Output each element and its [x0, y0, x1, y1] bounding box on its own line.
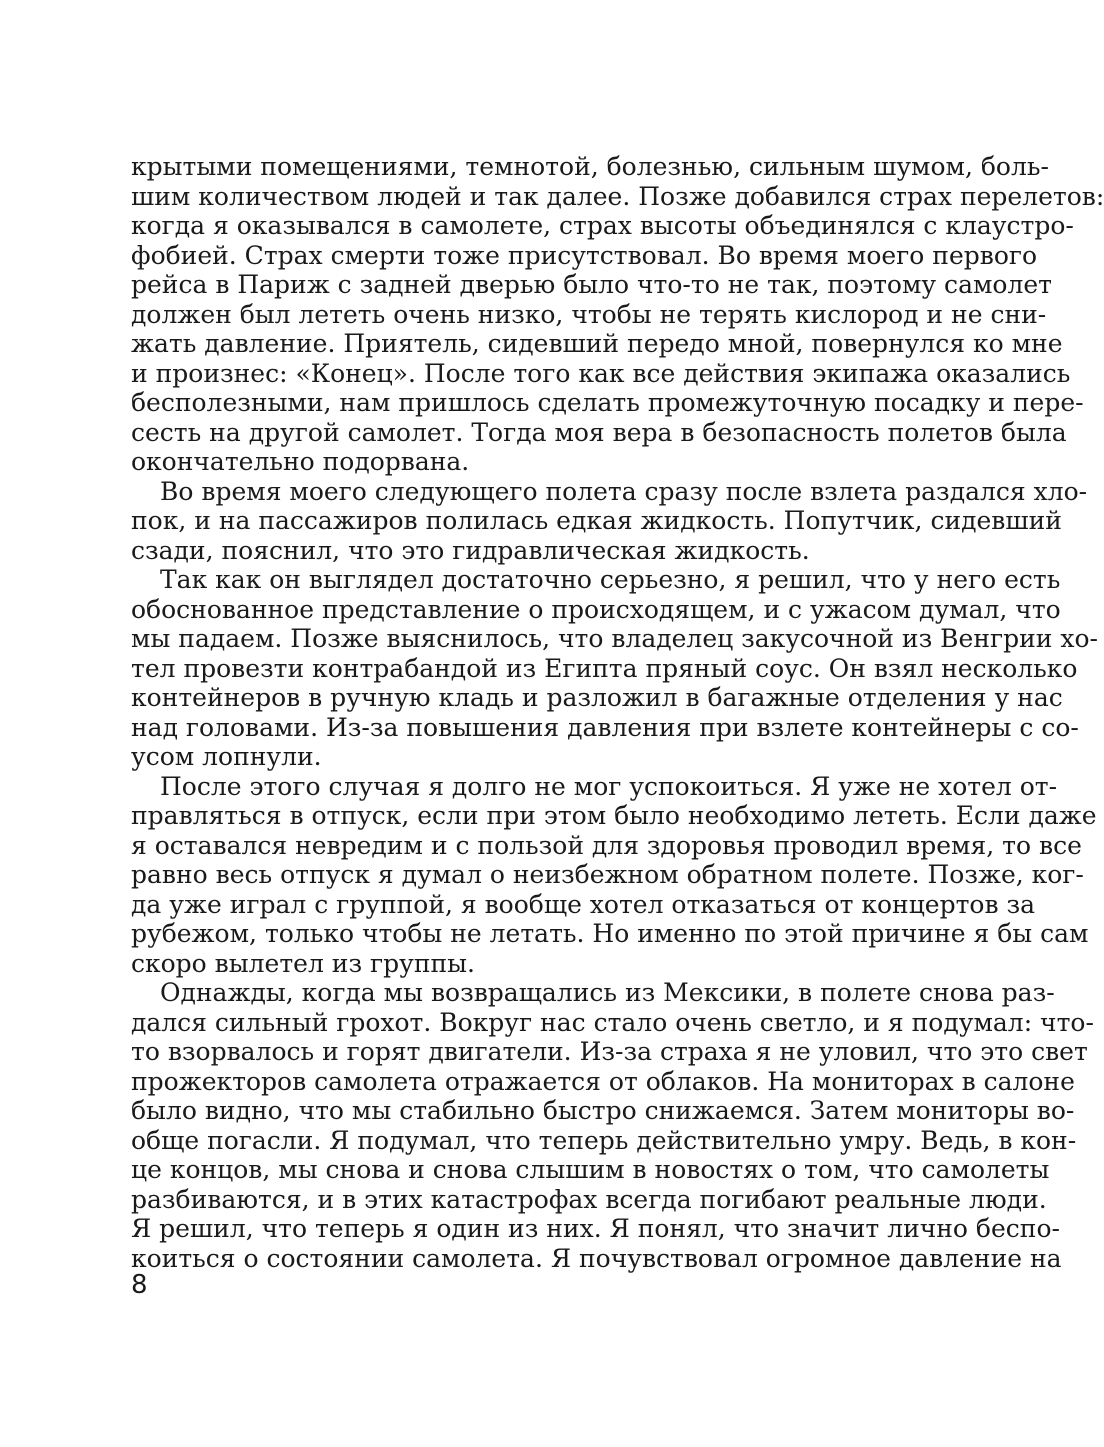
text-line: бесполезными, нам пришлось сделать промежуточную посадку и пере- — [131, 388, 1084, 417]
text-line: скоро вылетел из группы. — [131, 948, 476, 978]
text-line: сзади, пояснил, что это гидравлическая жидкость. — [131, 535, 810, 565]
text-line: прожекторов самолета отражается от облаков. На мониторах в салоне — [131, 1066, 1075, 1096]
text-line: рубежом, только чтобы не летать. Но именно по этой причине я бы сам — [131, 919, 1089, 948]
body-text — [131, 152, 1104, 1273]
text-line: было видно, что мы стабильно быстро снижаемся. Затем мониторы во- — [131, 1096, 1075, 1125]
text-line: равно весь отпуск я думал о неизбежном обратном полете. Позже, ког- — [131, 860, 1084, 889]
text-line: жать давление. Приятель, сидевший передо мной, повернулся ко мне — [131, 329, 1063, 358]
text-line: Я решил, что теперь я один из них. Я понял, что значит лично беспо- — [131, 1214, 1060, 1243]
text-line: рейса в Париж с задней дверью было что-то не так, поэтому самолет — [131, 270, 1052, 299]
text-line: усом лопнули. — [131, 742, 322, 771]
text-line: це концов, мы снова и снова слышим в новостях о том, что самолеты — [131, 1155, 1050, 1184]
text-line: должен был лететь очень низко, чтобы не терять кислород и не сни- — [131, 299, 1047, 329]
text-line: обще погасли. Я подумал, что теперь действительно умру. Ведь, в кон- — [131, 1125, 1077, 1155]
text-line: Во время моего следующего полета сразу после взлета раздался хло- — [160, 476, 1088, 506]
text-line: После этого случая я долго не мог успокоиться. Я уже не хотел от- — [160, 771, 1058, 801]
text-line: правляться в отпуск, если при этом было необходимо лететь. Если даже — [131, 801, 1097, 830]
text-line: окончательно подорвана. — [131, 447, 470, 476]
text-line: мы падаем. Позже выяснилось, что владелец закусочной из Венгрии хо- — [131, 624, 1098, 653]
text-line: дался сильный грохот. Вокруг нас стало очень светло, и я подумал: что- — [131, 1007, 1094, 1037]
text-line: когда я оказывался в самолете, страх высоты объединялся с клаустро- — [131, 211, 1074, 240]
text-line: крытыми помещениями, темнотой, болезнью, сильным шумом, боль- — [131, 152, 1049, 181]
text-line: тел провезти контрабандой из Египта пряный соус. Он взял несколько — [131, 653, 1078, 683]
text-line: сесть на другой самолет. Тогда моя вера в безопасность полетов была — [131, 417, 1067, 447]
text-line: то взорвалось и горят двигатели. Из-за страха я не уловил, что это свет — [131, 1037, 1088, 1066]
text-line: разбиваются, и в этих катастрофах всегда погибают реальные люди. — [131, 1184, 1047, 1214]
text-line: да уже играл с группой, я вообще хотел отказаться от концертов за — [131, 889, 1036, 919]
text-line: фобией. Страх смерти тоже присутствовал. Во время моего первого — [131, 240, 1038, 270]
text-line: и произнес: «Конец». После того как все действия экипажа оказались — [131, 358, 1071, 388]
text-line: над головами. Из-за повышения давления при взлете контейнеры с со- — [131, 712, 1079, 742]
text-line: обоснованное представление о происходящем, и с ужасом думал, что — [131, 594, 1061, 624]
text-line: я оставался невредим и с пользой для здоровья проводил время, то все — [131, 830, 1082, 860]
text-line: пок, и на пассажиров полилась едкая жидкость. Попутчик, сидевший — [131, 506, 1062, 535]
page-number: 8 — [131, 1270, 148, 1300]
text-line: коиться о состоянии самолета. Я почувствовал огромное давление на — [131, 1243, 1062, 1273]
text-line: Так как он выглядел достаточно серьезно, я решил, что у него есть — [160, 565, 1061, 594]
text-line: Однажды, когда мы возвращались из Мексики, в полете снова раз- — [160, 978, 1055, 1007]
text-line: контейнеров в ручную кладь и разложил в багажные отделения у нас — [131, 683, 1063, 712]
text-line: шим количеством людей и так далее. Позже добавился страх перелетов: — [131, 181, 1104, 211]
